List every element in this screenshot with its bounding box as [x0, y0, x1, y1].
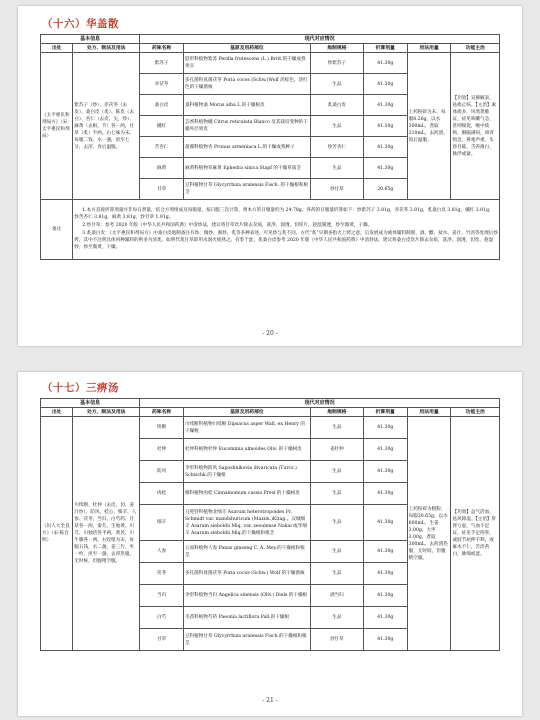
- dose-header: 折算剂量: [363, 408, 407, 417]
- herb-processing: 生品: [310, 563, 363, 585]
- herb-name: 当归: [140, 585, 184, 607]
- herb-processing: 炙桑白皮: [310, 95, 363, 116]
- herb-name: 紫苏子: [140, 53, 184, 74]
- function-header: 功能主治: [451, 44, 500, 53]
- source-header: 出处: [41, 44, 73, 53]
- herb-header: 药味名称: [140, 408, 184, 417]
- herb-dose: 41.30g: [363, 74, 407, 95]
- herb-name: 防风: [140, 461, 184, 483]
- formula-table: [40, 34, 500, 260]
- herb-processing: 生品: [310, 607, 363, 629]
- function-cell: 【功效】益气活血，祛风除湿。【主治】肝肾亏虚，气血不足证，症见手足拘挛，或肢节屈伸不利，或麻木不仁，舌淡苔白，脉细或涩。: [451, 417, 500, 651]
- herb-dose: 41.30g: [363, 505, 407, 541]
- usage-cell: 上药粉碎为末，每服8.26g，以水300mL，煮取210mL，去药渣，饭后温服。: [407, 53, 451, 200]
- herb-origin: 樟科植物肉桂 Cinnamomum cassia Presl 的干燥树皮: [183, 483, 310, 505]
- herb-dose: 41.30g: [363, 563, 407, 585]
- herb-dose: 41.30g: [363, 158, 407, 179]
- herb-name: 续断: [140, 417, 184, 439]
- method-cell: 紫苏子（炒）、赤茯苓（去皮）、桑白皮（炙）、陈皮（去白）、杏仁（去皮、尖，炒）、麻黄（去根、节）各一两，甘草（炙）半两。右七味为末。每服二钱，水一盏，煎至七分，去滓，食后温服。: [73, 53, 140, 200]
- herb-dose: 41.30g: [363, 629, 407, 651]
- notes-label: 备注: [41, 200, 73, 260]
- page-number: - 20 -: [262, 330, 278, 337]
- herb-name: 杜仲: [140, 439, 184, 461]
- dose-header: 折算剂量: [363, 44, 407, 53]
- herb-name: 肉桂: [140, 483, 184, 505]
- page-number: - 21 -: [262, 697, 278, 704]
- herb-processing: 生品: [310, 417, 363, 439]
- source-header: 出处: [41, 408, 73, 417]
- note-1: 1.本方直接折算剂量并非每日剂量，结合方剂组成及每服量，按日服三次计算，则本方的日服量约为 24.78g。各药的日服量折算如下：炒紫苏子 3.81g，赤茯苓 3.81g，炙桑白皮 3.81g，橘红 3.81g，炒苦杏仁 3.81g，麻黄 3.81g，炒甘草 1.91g。: [74, 208, 494, 220]
- herb-name: 白芍: [140, 607, 184, 629]
- herb-processing: 生品: [310, 505, 363, 541]
- herb-name: 麻黄: [140, 158, 184, 179]
- herb-dose: 41.30g: [363, 417, 407, 439]
- function-cell: 【功效】宣肺解表，祛痰止咳。【主治】素体痰多，风寒袭肺证，症见咳嗽气急，甚则喘促，喉中痰鸣，胸膈满闷，项背拘急，鼻塞声重，头昏目眩，舌苔薄白，脉浮或紧。: [451, 53, 500, 200]
- herb-origin: 马兜铃科植物北细辛 Asarum heterotropoides Fr. Schmidt var. mandshuricum (Maxim.)Kitag.、汉城细辛 Asarum sieboldii Miq. var. seoulense Nakai 或华细辛 Asarum sieboldii Miq.的干燥根和根茎: [183, 505, 310, 541]
- herb-dose: 41.30g: [363, 585, 407, 607]
- herb-name: 橘红: [140, 116, 184, 137]
- method-header: 处方、制法及用法: [73, 408, 140, 417]
- herb-processing: 生品: [310, 158, 363, 179]
- origin-header: 基原及用药部位: [183, 44, 310, 53]
- herb-header: 药味名称: [140, 44, 184, 53]
- formula-title: （十七）三痹汤: [42, 382, 119, 394]
- herb-origin: 毛茛科植物芍药 Paeonia lactiflora Pall.的干燥根: [183, 607, 310, 629]
- herb-origin: 蔷薇科植物杏 Prunus armeniaca L.的干燥成熟种子: [183, 137, 310, 158]
- usage-header: 用法用量: [407, 44, 451, 53]
- herb-origin: 豆科植物甘草 Glycyrrhiza uralensis Fisch. 的干燥根和根茎: [183, 179, 310, 200]
- herb-dose: 20.65g: [363, 179, 407, 200]
- herb-origin: 芸香科植物橘 Citrus reticulata Blanco 及其栽培变种的干燥外层果皮: [183, 116, 310, 137]
- herb-origin: 伞形科植物当归 Angelica sinensis (Oliv.) Diels 的干燥根: [183, 585, 310, 607]
- herb-dose: 41.30g: [363, 439, 407, 461]
- herb-origin: 多孔菌科真菌茯苓 Poria cocos (Schw.) Wolf 的干燥菌核: [183, 563, 310, 585]
- basic-info-header: 基本信息: [41, 399, 140, 408]
- document-page-20: [18, 6, 522, 346]
- processing-header: 炮制规格: [310, 44, 363, 53]
- herb-processing: 生品: [310, 541, 363, 563]
- processing-header: 炮制规格: [310, 408, 363, 417]
- herb-processing: 生品: [310, 116, 363, 137]
- herb-processing: 生品: [310, 74, 363, 95]
- usage-cell: 上药粉碎为粗粉，每服20.65g，以水600mL，生姜3.00g，大枣3.00g，煮取300mL，去药渣热服，无时间，但腹稍空服。: [407, 417, 451, 651]
- function-header: 功能主治: [451, 408, 500, 417]
- method-header: 处方、制法及用法: [73, 44, 140, 53]
- herb-processing: 炒紫苏子: [310, 53, 363, 74]
- herb-origin: 麻黄科植物草麻黄 Ephedra sinica Stapf 的干燥草质茎: [183, 158, 310, 179]
- herb-name: 苦杏仁: [140, 137, 184, 158]
- origin-header: 基原及用药部位: [183, 408, 310, 417]
- usage-header: 用法用量: [407, 408, 451, 417]
- herb-name: 人参: [140, 541, 184, 563]
- formula-table: [40, 398, 500, 651]
- herb-processing: 酒当归: [310, 585, 363, 607]
- herb-processing: 炒甘草: [310, 629, 363, 651]
- herb-dose: 41.30g: [363, 541, 407, 563]
- herb-processing: 生品: [310, 483, 363, 505]
- herb-origin: 桑科植物桑 Morus alba L.的干燥根皮: [183, 95, 310, 116]
- herb-dose: 41.30g: [363, 483, 407, 505]
- herb-name: 甘草: [140, 179, 184, 200]
- source-cell: 《太平惠民和剂局方》（宋·太平惠民和剂局）: [41, 53, 73, 200]
- herb-name: 赤茯苓: [140, 74, 184, 95]
- herb-origin: 伞形科植物防风 Saposhnikovia divaricata (Turcz.) Schischk.的干燥根: [183, 461, 310, 483]
- note-3: 3.炙桑白皮：《太平惠民和剂局方》中桑白皮炮制备注有炒、微炒、蜜炒、炙等多种表述，可见炒与炙不同。古代“炙”早期多指火上烤之意，后发展成为液体辅料制蜜、酒、醋、盐水、姜汁、竹沥等处理后炒烤，其中不注明具体何种辅料的则多为清炙。如明代炙甘草即用水润火炮熟之。有鉴于此，炙桑白皮参考 2020 年版《中华人民共和国药典》中清炒法，建议将桑白皮饮片除去杂质，洗净，润透，切丝，趁湿炒，炒至微黄，干燥。: [74, 231, 498, 250]
- herb-dose: 41.30g: [363, 116, 407, 137]
- herb-origin: 多孔菌科真菌茯苓 Poria cocos (Schw.)Wolf 淡棕色、淡红色的干燥菌核: [183, 74, 310, 95]
- herb-origin: 五加科植物人参 Panax ginseng C. A. Mey.的干燥根和根茎: [183, 541, 310, 563]
- herb-origin: 豆科植物甘草 Glycyrrhiza uralensis Fisch.的干燥根和根茎: [183, 629, 310, 651]
- modern-header: 现代对应情况: [140, 35, 500, 44]
- herb-name: 细辛: [140, 505, 184, 541]
- herb-origin: 杜仲科植物杜仲 Eucommia ulmoides Oliv. 的干燥树皮: [183, 439, 310, 461]
- modern-header: 现代对应情况: [140, 399, 500, 408]
- herb-name: 茯苓: [140, 563, 184, 585]
- herb-dose: 41.30g: [363, 607, 407, 629]
- herb-name: 甘草: [140, 629, 184, 651]
- basic-info-header: 基本信息: [41, 35, 140, 44]
- herb-processing: 炒甘草: [310, 179, 363, 200]
- document-page-21: [18, 372, 522, 716]
- herb-dose: 41.30g: [363, 95, 407, 116]
- herb-name: 桑白皮: [140, 95, 184, 116]
- herb-dose: 41.30g: [363, 461, 407, 483]
- herb-dose: 41.30g: [363, 53, 407, 74]
- herb-dose: 41.30g: [363, 137, 407, 158]
- herb-origin: 唇形科植物紫苏 Perilla frutescens (L.) Britt.的干燥成熟果实: [183, 53, 310, 74]
- herb-processing: 生品: [310, 461, 363, 483]
- herb-processing: 炒苦杏仁: [310, 137, 363, 158]
- formula-title: （十六）华盖散: [42, 18, 119, 30]
- notes-cell: [73, 200, 500, 260]
- herb-origin: 川续断科植物川续断 Dipsacus asper Wall. ex Henry 的干燥根: [183, 417, 310, 439]
- method-cell: 川续断、杜仲（去皮，切，姜汁炒）、防风、桂心、细辛、人参、茯苓、当归、白芍药、甘草各一两，秦艽、生地黄、川芎、川独活各半两，黄芪、川牛膝各一两。右咬咀为末，每服五钱，水二盏，姜三片，枣一枚，煎至一盏，去滓热服，无时候，但腹稍空服。: [73, 417, 140, 651]
- note-2: 2.炒甘草：参考 2020 年版《中华人民共和国药典》中清炒法，建议将甘草饮片除去杂质，洗净，润透，切厚片，趁湿制透，炒至微黄，干燥。: [82, 223, 373, 228]
- herb-processing: 姜杜仲: [310, 439, 363, 461]
- source-cell: 《妇人大全良方》（宋·陈自明）: [41, 417, 73, 651]
